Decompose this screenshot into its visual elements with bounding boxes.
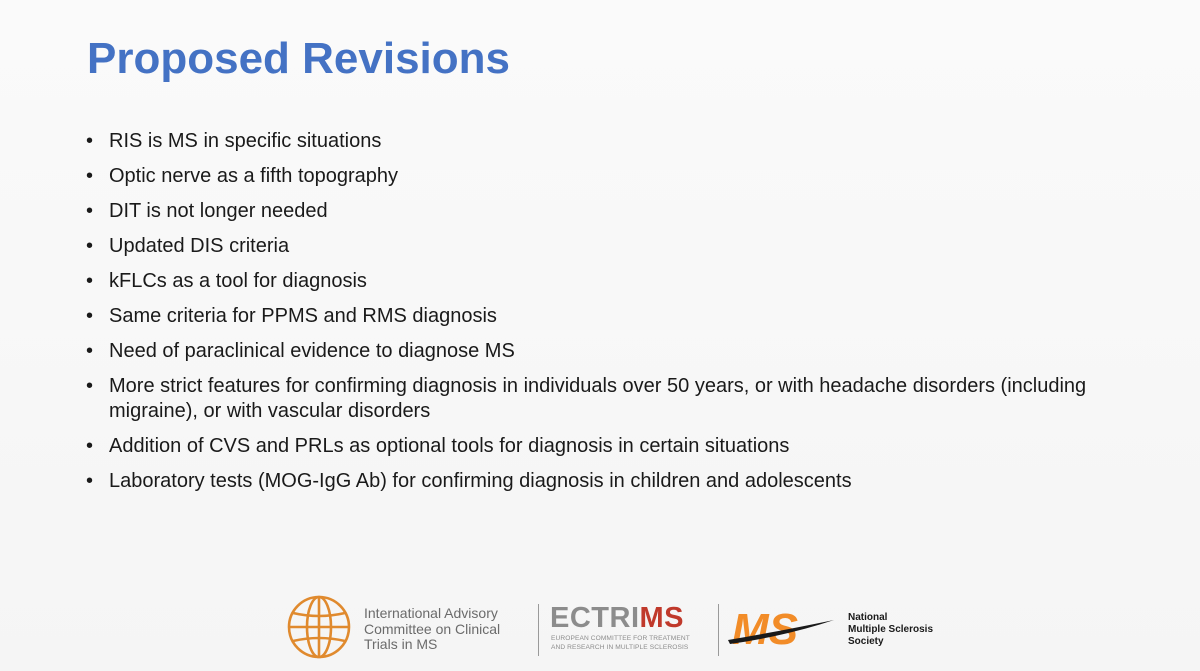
ectrims-logo <box>550 602 714 658</box>
footer-logos <box>284 590 964 664</box>
bullet-item: • kFLCs as a tool for diagnosis <box>85 269 1165 294</box>
ectrims-wordmark-main: ECTRI <box>550 602 640 634</box>
ectrims-sub-line: AND RESEARCH IN MULTIPLE SCLEROSIS <box>551 643 689 651</box>
iac-line: Trials in MS <box>364 636 438 652</box>
nmss-line: Society <box>848 636 884 647</box>
bullet-item: • More strict features for confirming diagnosis in individuals over 50 years, or with headache disorders (including migraine), or with vascular disorders <box>85 374 1165 423</box>
logo-divider <box>538 604 539 656</box>
nmss-logo <box>726 602 962 662</box>
bullet-item: • DIT is not longer needed <box>85 199 1165 224</box>
nmss-name <box>848 612 958 648</box>
nmss-line: National <box>848 612 888 623</box>
iac-line: International Advisory <box>364 605 498 621</box>
nmss-line: Multiple Sclerosis <box>848 624 934 635</box>
bullet-item: • Optic nerve as a fifth topography <box>85 164 1165 189</box>
iac-line: Committee on Clinical <box>364 620 501 637</box>
ms-swoosh-icon <box>726 602 838 658</box>
nmss-logo-text: MS <box>732 605 798 654</box>
bullet-item: • Updated DIS criteria <box>85 234 1165 259</box>
bullet-item: • RIS is MS in specific situations <box>85 129 1165 154</box>
bullet-item: • Addition of CVS and PRLs as optional tools for diagnosis in certain situations <box>85 434 1165 459</box>
iac-logo <box>284 594 534 662</box>
bullet-item: • Need of paraclinical evidence to diagnose MS <box>85 339 1165 364</box>
slide-title: Proposed Revisions <box>87 34 511 83</box>
bullet-item: • Same criteria for PPMS and RMS diagnosis <box>85 304 1165 329</box>
iac-name <box>364 606 539 653</box>
bullet-item: • Laboratory tests (MOG-IgG Ab) for confirming diagnosis in children and adolescents <box>85 469 1165 494</box>
globe-icon <box>286 594 352 660</box>
ectrims-subtitle <box>551 635 715 652</box>
ectrims-sub-line: EUROPEAN COMMITTEE FOR TREATMENT <box>551 635 690 642</box>
ectrims-wordmark <box>550 602 684 634</box>
bullet-list <box>85 129 1165 504</box>
logo-divider <box>718 604 719 656</box>
ectrims-wordmark-accent: MS <box>639 602 684 634</box>
